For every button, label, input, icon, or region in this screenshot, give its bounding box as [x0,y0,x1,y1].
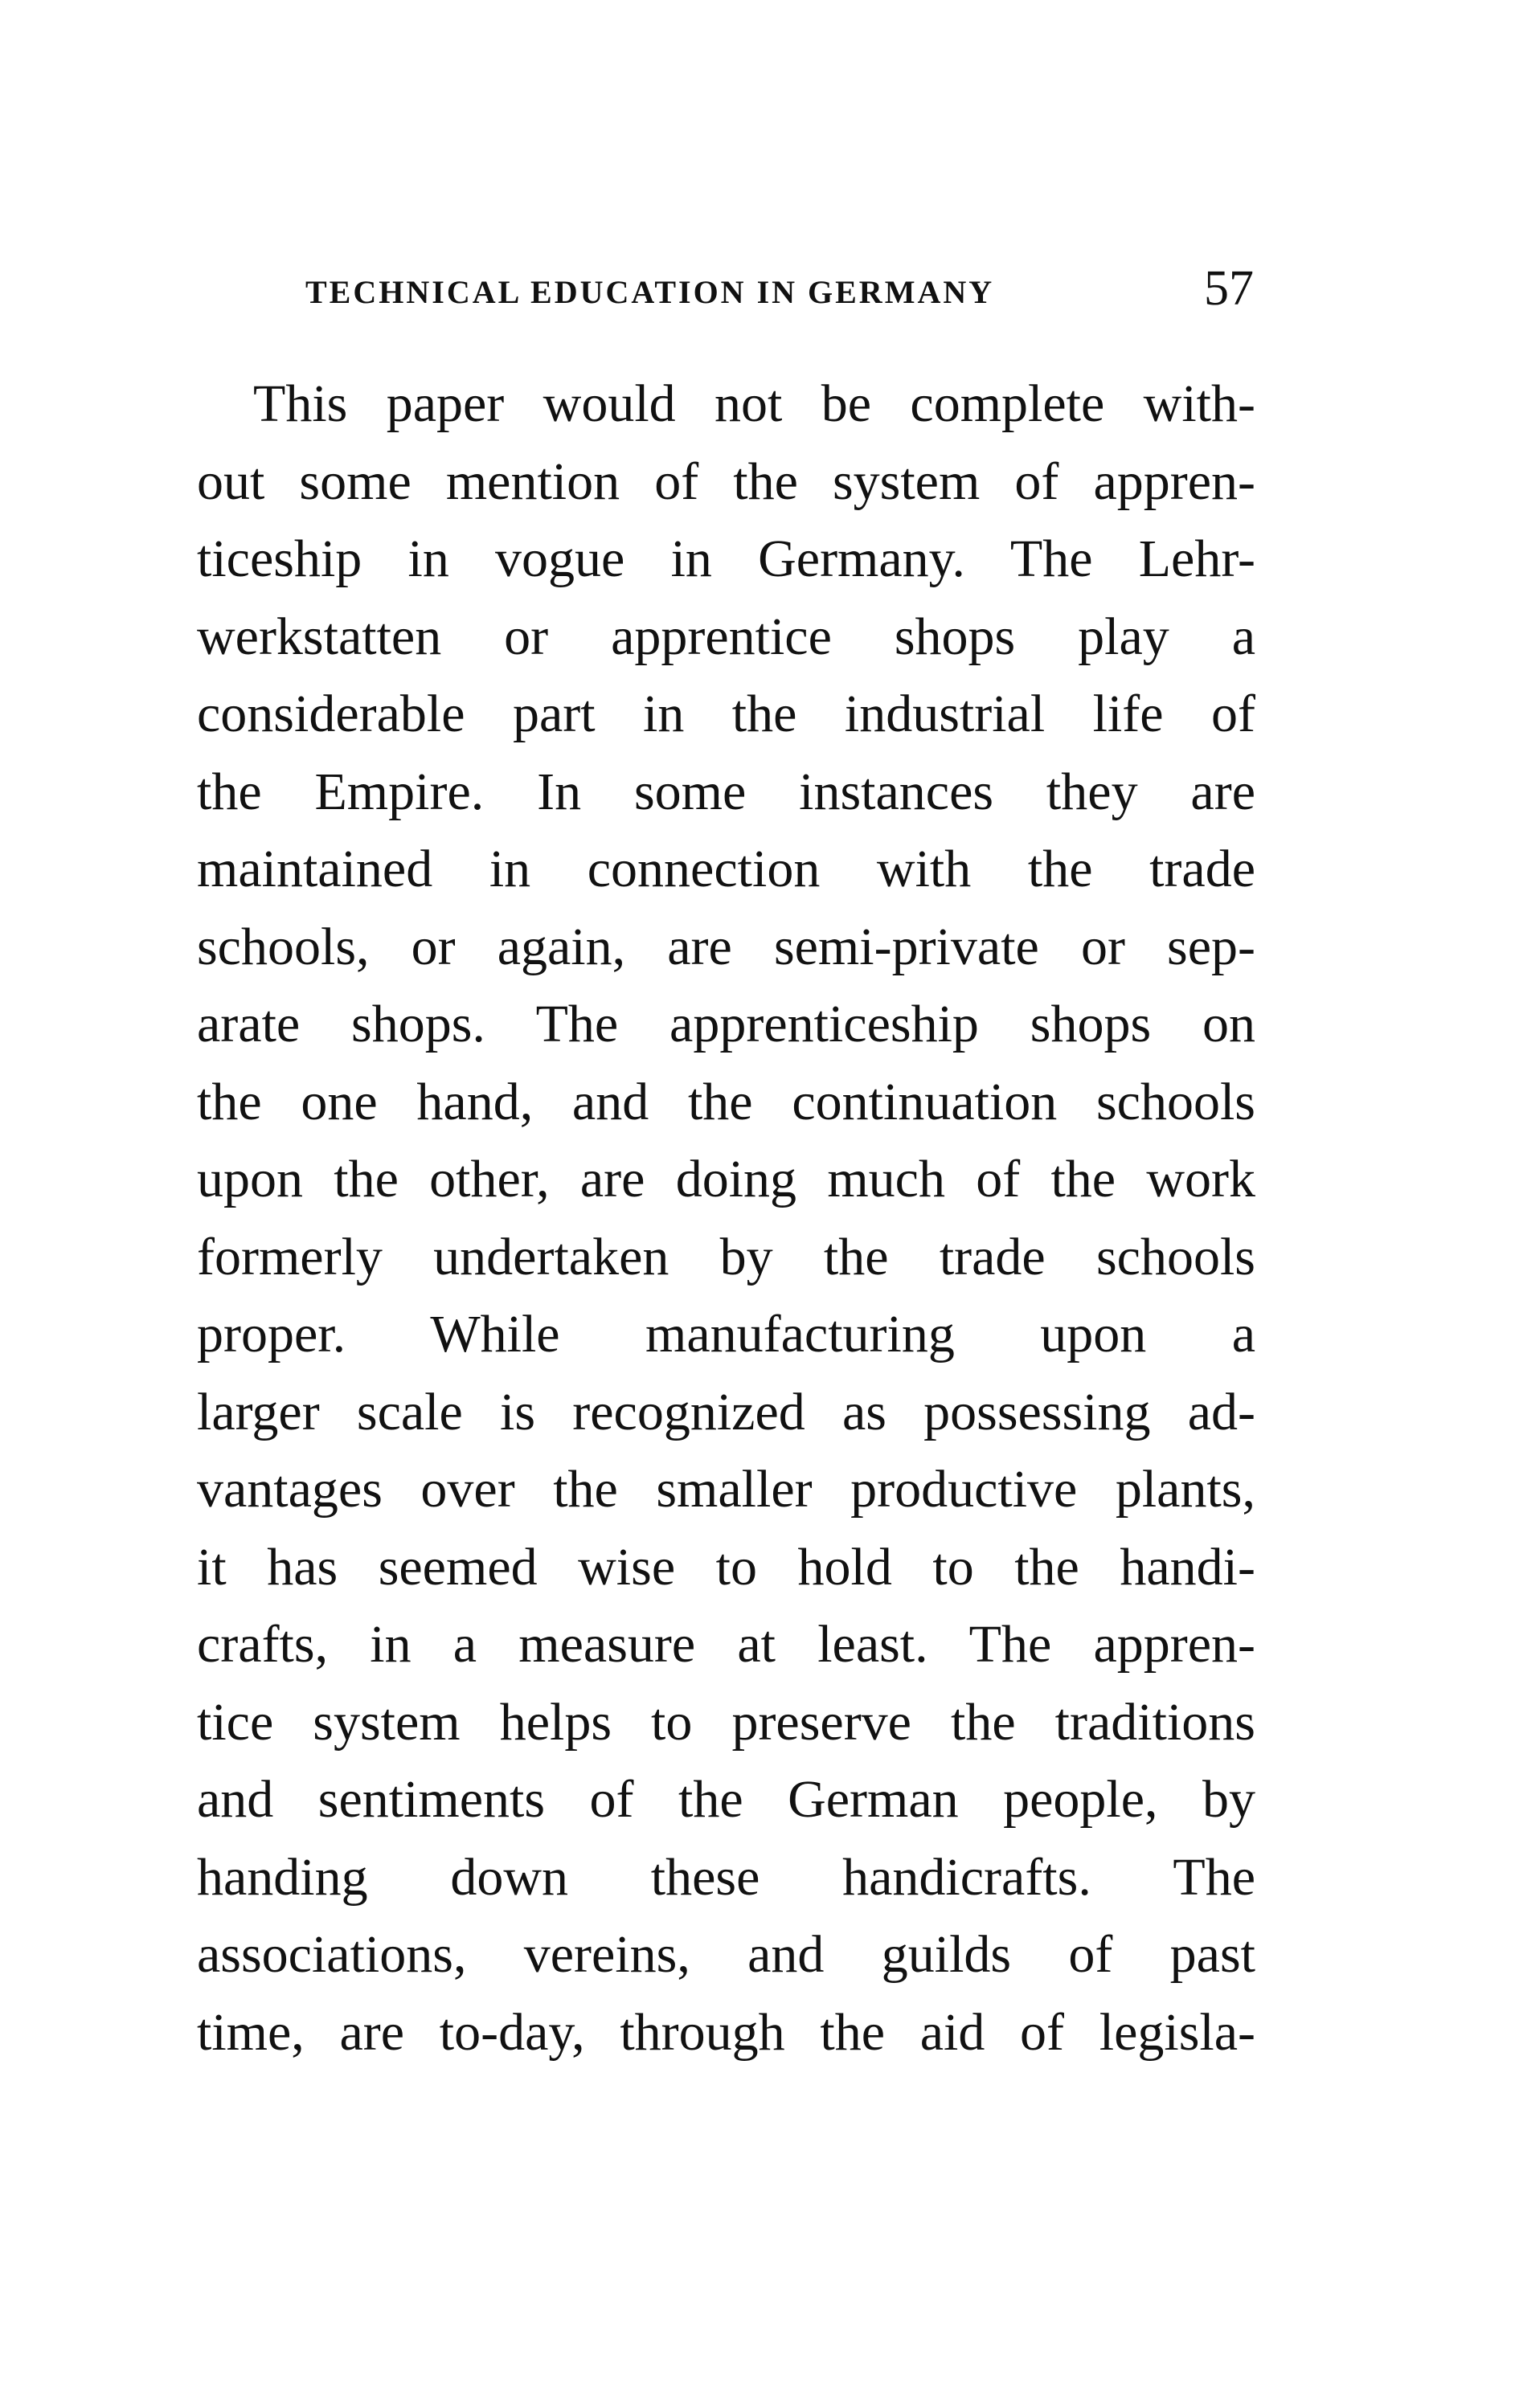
running-header [305,261,1254,317]
text-line: formerly undertaken by the trade schools [197,1227,1255,1286]
text-line: This paper would not be complete with- [253,374,1255,433]
text-line: larger scale is recognized as possessing ad- [197,1382,1255,1441]
text-line: handing down these handicrafts. The [197,1847,1255,1907]
text-line: and sentiments of the German people, by [197,1770,1255,1829]
text-line: werkstatten or apprentice shops play a [197,607,1255,666]
text-line: considerable part in the industrial life of [197,685,1255,743]
text-line: the Empire. In some instances they are [197,762,1255,821]
text-line: arate shops. The apprenticeship shops on [197,995,1255,1053]
text-line: schools, or again, are semi-private or sep- [197,917,1255,976]
page-number: 57 [1204,261,1254,316]
text-line: proper. While manufacturing upon a [197,1305,1255,1363]
text-line: it has seemed wise to hold to the handi- [197,1537,1255,1596]
text-line: the one hand, and the continuation schools [197,1072,1255,1131]
text-line: associations, vereins, and guilds of past [197,1925,1255,1984]
text-line: maintained in connection with the trade [197,840,1255,898]
text-line: tice system helps to preserve the traditions [197,1692,1255,1752]
text-line: vantages over the smaller productive plants, [197,1460,1255,1519]
text-line: out some mention of the system of appren- [197,452,1255,511]
body-text [197,366,1255,2071]
text-line: time, are to-day, through the aid of legisla- [197,2002,1255,2062]
text-line: upon the other, are doing much of the work [197,1150,1255,1208]
running-title: TECHNICAL EDUCATION IN GERMANY [305,274,995,310]
text-line: crafts, in a measure at least. The appren- [197,1615,1255,1674]
text-line: ticeship in vogue in Germany. The Lehr- [197,529,1255,588]
